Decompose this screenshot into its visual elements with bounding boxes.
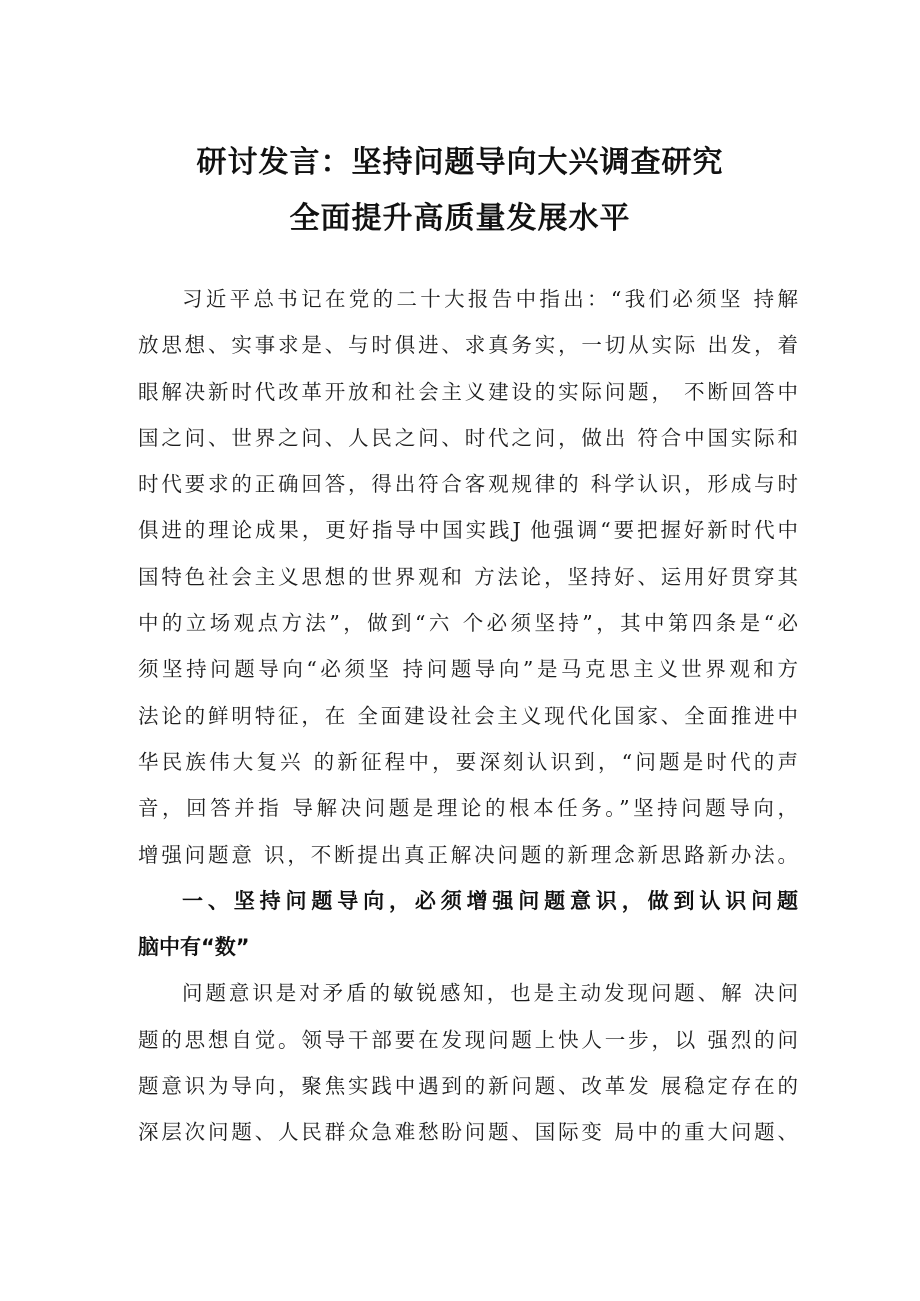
section-heading-1-line-2: 脑中有“数”: [138, 935, 250, 960]
section-heading-1-line-1: 一、坚持问题导向，必须增强问题意识，做到认识问题: [182, 888, 798, 913]
paragraph-1-line-2: 放思想、实事求是、与时俱进、求真务实，一切从实际 出发，着: [138, 333, 798, 358]
paragraph-1-line-7: 国特色社会主义思想的世界观和 方法论，坚持好、运用好贯穿其: [138, 564, 798, 589]
paragraph-1-line-11: 华民族伟大复兴 的新征程中，要深刻认识到，“问题是时代的声: [138, 749, 798, 774]
paragraph-1-line-3: 眼解决新时代改革开放和社会主义建设的实际问题， 不断回答中: [138, 379, 798, 404]
paragraph-2-line-3: 题意识为导向，聚焦实践中遇到的新问题、改革发 展稳定存在的: [138, 1074, 798, 1099]
paragraph-1-line-9: 须坚持问题导向“必须坚 持问题导向”是马克思主义世界观和方: [138, 657, 798, 682]
document-title-line-1: 研讨发言：坚持问题导向大兴调查研究: [196, 145, 724, 180]
document-body: [138, 276, 798, 1156]
paragraph-2-line-4: 深层次问题、人民群众急难愁盼问题、国际变 局中的重大问题、: [138, 1120, 798, 1145]
paragraph-1-line-13: 增强问题意 识，不断提出真正解决问题的新理念新思路新办法。: [138, 842, 798, 867]
paragraph-1-line-4: 国之问、世界之问、人民之问、时代之问，做出 符合中国实际和: [138, 425, 798, 450]
paragraph-2-line-1: 问题意识是对矛盾的敏锐感知，也是主动发现问题、解 决问: [182, 981, 798, 1006]
paragraph-1-line-10: 法论的鲜明特征，在 全面建设社会主义现代化国家、全面推进中: [138, 703, 798, 728]
paragraph-1-line-5: 时代要求的正确回答，得出符合客观规律的 科学认识，形成与时: [138, 472, 798, 497]
paragraph-1-line-1: 习近平总书记在党的二十大报告中指出：“我们必须坚 持解: [182, 287, 798, 311]
document-title-line-2: 全面提升高质量发展水平: [289, 201, 631, 236]
paragraph-2-line-2: 题的思想自觉。领导干部要在发现问题上快人一步，以 强烈的问: [138, 1027, 798, 1052]
paragraph-1-line-12: 音，回答并指 导解决问题是理论的根本任务。”坚持问题导向，: [138, 796, 798, 821]
paragraph-1-line-6: 俱进的理论成果，更好指导中国实践J 他强调“要把握好新时代中: [138, 518, 798, 543]
paragraph-1-line-8: 中的立场观点方法”，做到“六 个必须坚持”，其中第四条是“必: [138, 611, 798, 636]
